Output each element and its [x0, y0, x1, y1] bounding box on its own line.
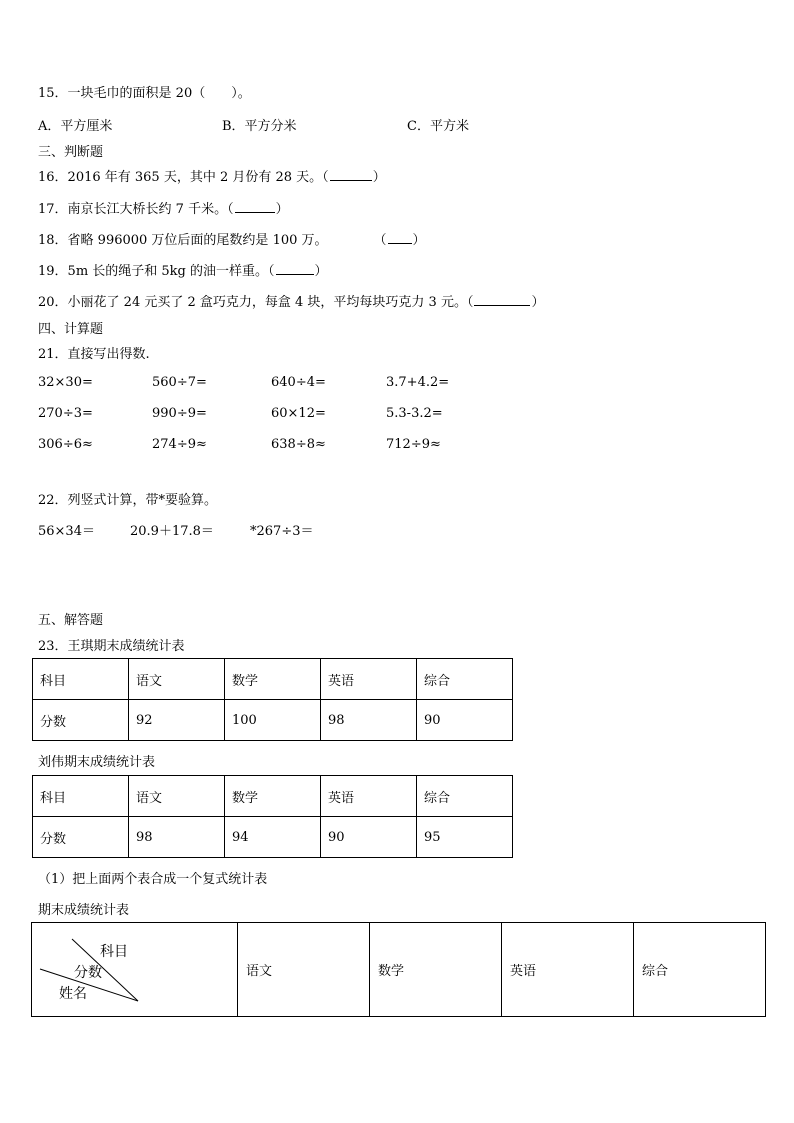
table-cell: 语文 — [129, 659, 225, 700]
answer-blank[interactable] — [474, 293, 530, 306]
section-heading-solve: 五、解答题 — [38, 613, 104, 628]
question-16-close: ） — [372, 170, 386, 185]
table-title-combined: 期末成绩统计表 — [38, 903, 130, 918]
table-title-liuwei: 刘伟期末成绩统计表 — [38, 755, 156, 770]
vertical-calc-item: 56×34＝ — [38, 524, 95, 539]
table-row — [33, 659, 513, 700]
calc-item: 638÷8≈ — [271, 437, 326, 452]
table-cell: 98 — [321, 700, 417, 741]
table-title-wangqi: 23．王琪期末成绩统计表 — [38, 639, 185, 654]
answer-blank[interactable] — [276, 262, 314, 275]
table-row — [33, 776, 513, 817]
diag-label-name: 姓名 — [59, 986, 87, 1002]
question-19-text: 19．5m 长的绳子和 5kg 的油一样重。（ — [38, 264, 275, 279]
table-cell: 语文 — [129, 776, 225, 817]
question-17 — [38, 198, 289, 217]
question-21: 21．直接写出得数. — [38, 347, 150, 362]
question-16-text: 16．2016 年有 365 天，其中 2 月份有 28 天。（ — [38, 170, 329, 185]
diagonal-header-cell — [32, 923, 238, 1017]
table-cell: 90 — [417, 700, 513, 741]
subquestion-1: （1）把上面两个表合成一个复式统计表 — [38, 872, 268, 887]
table-header-cell: 英语 — [502, 923, 634, 1017]
calc-item: 274÷9≈ — [152, 437, 207, 452]
table-cell: 分数 — [33, 817, 129, 858]
calc-item: 640÷4= — [271, 375, 326, 390]
table-cell: 英语 — [321, 659, 417, 700]
table-cell: 数学 — [225, 776, 321, 817]
calc-item: 270÷3= — [38, 406, 93, 421]
question-20-close: ） — [531, 295, 545, 310]
table-cell: 综合 — [417, 659, 513, 700]
option-c: C．平方米 — [407, 119, 469, 134]
option-b: B．平方分米 — [222, 119, 297, 134]
question-18-close: ） — [412, 233, 426, 248]
calc-item: 306÷6≈ — [38, 437, 93, 452]
answer-blank[interactable] — [388, 231, 412, 244]
question-18-open: （ — [373, 233, 387, 248]
table-cell: 100 — [225, 700, 321, 741]
table-cell: 科目 — [33, 659, 129, 700]
table-cell: 92 — [129, 700, 225, 741]
calc-item: 990÷9= — [152, 406, 207, 421]
table-row — [33, 700, 513, 741]
diag-label-score: 分数 — [74, 965, 102, 981]
table-header-cell: 综合 — [634, 923, 766, 1017]
calc-item: 3.7+4.2= — [386, 375, 450, 390]
table-row — [33, 817, 513, 858]
table-cell: 数学 — [225, 659, 321, 700]
table-header-cell: 语文 — [238, 923, 370, 1017]
question-20 — [38, 291, 544, 310]
question-22: 22．列竖式计算，带*要验算。 — [38, 493, 218, 508]
question-19-close: ） — [314, 264, 328, 279]
table-cell: 90 — [321, 817, 417, 858]
vertical-calc-item: 20.9＋17.8＝ — [130, 524, 214, 539]
calc-item: 60×12= — [271, 406, 326, 421]
question-17-text: 17．南京长江大桥长约 7 千米。（ — [38, 202, 234, 217]
table-cell: 分数 — [33, 700, 129, 741]
question-18 — [38, 229, 426, 248]
table-cell: 英语 — [321, 776, 417, 817]
diag-label-subject: 科目 — [100, 944, 128, 960]
answer-blank[interactable] — [235, 200, 275, 213]
question-19 — [38, 260, 328, 279]
score-table-wangqi — [32, 658, 513, 741]
question-20-text: 20．小丽花了 24 元买了 2 盒巧克力，每盒 4 块，平均每块巧克力 3 元。（ — [38, 295, 474, 310]
calc-item: 5.3-3.2= — [386, 406, 443, 421]
combined-score-table — [31, 922, 766, 1017]
table-cell: 科目 — [33, 776, 129, 817]
question-15 — [38, 82, 251, 101]
option-a: A．平方厘米 — [38, 119, 113, 134]
table-row — [32, 923, 766, 1017]
table-header-cell: 数学 — [370, 923, 502, 1017]
question-15-text: 15．一块毛巾的面积是 20（ ）。 — [38, 86, 251, 101]
vertical-calc-item: *267÷3＝ — [250, 524, 314, 539]
question-18-text: 18．省略 996000 万位后面的尾数约是 100 万。 — [38, 233, 328, 248]
question-16 — [38, 166, 386, 185]
calc-item: 712÷9≈ — [386, 437, 441, 452]
table-cell: 综合 — [417, 776, 513, 817]
table-cell: 95 — [417, 817, 513, 858]
section-heading-calculation: 四、计算题 — [38, 322, 104, 337]
table-cell: 98 — [129, 817, 225, 858]
table-cell: 94 — [225, 817, 321, 858]
question-17-close: ） — [275, 202, 289, 217]
section-heading-judgement: 三、判断题 — [38, 145, 104, 160]
calc-item: 32×30= — [38, 375, 93, 390]
answer-blank[interactable] — [330, 168, 372, 181]
calc-item: 560÷7= — [152, 375, 207, 390]
score-table-liuwei — [32, 775, 513, 858]
